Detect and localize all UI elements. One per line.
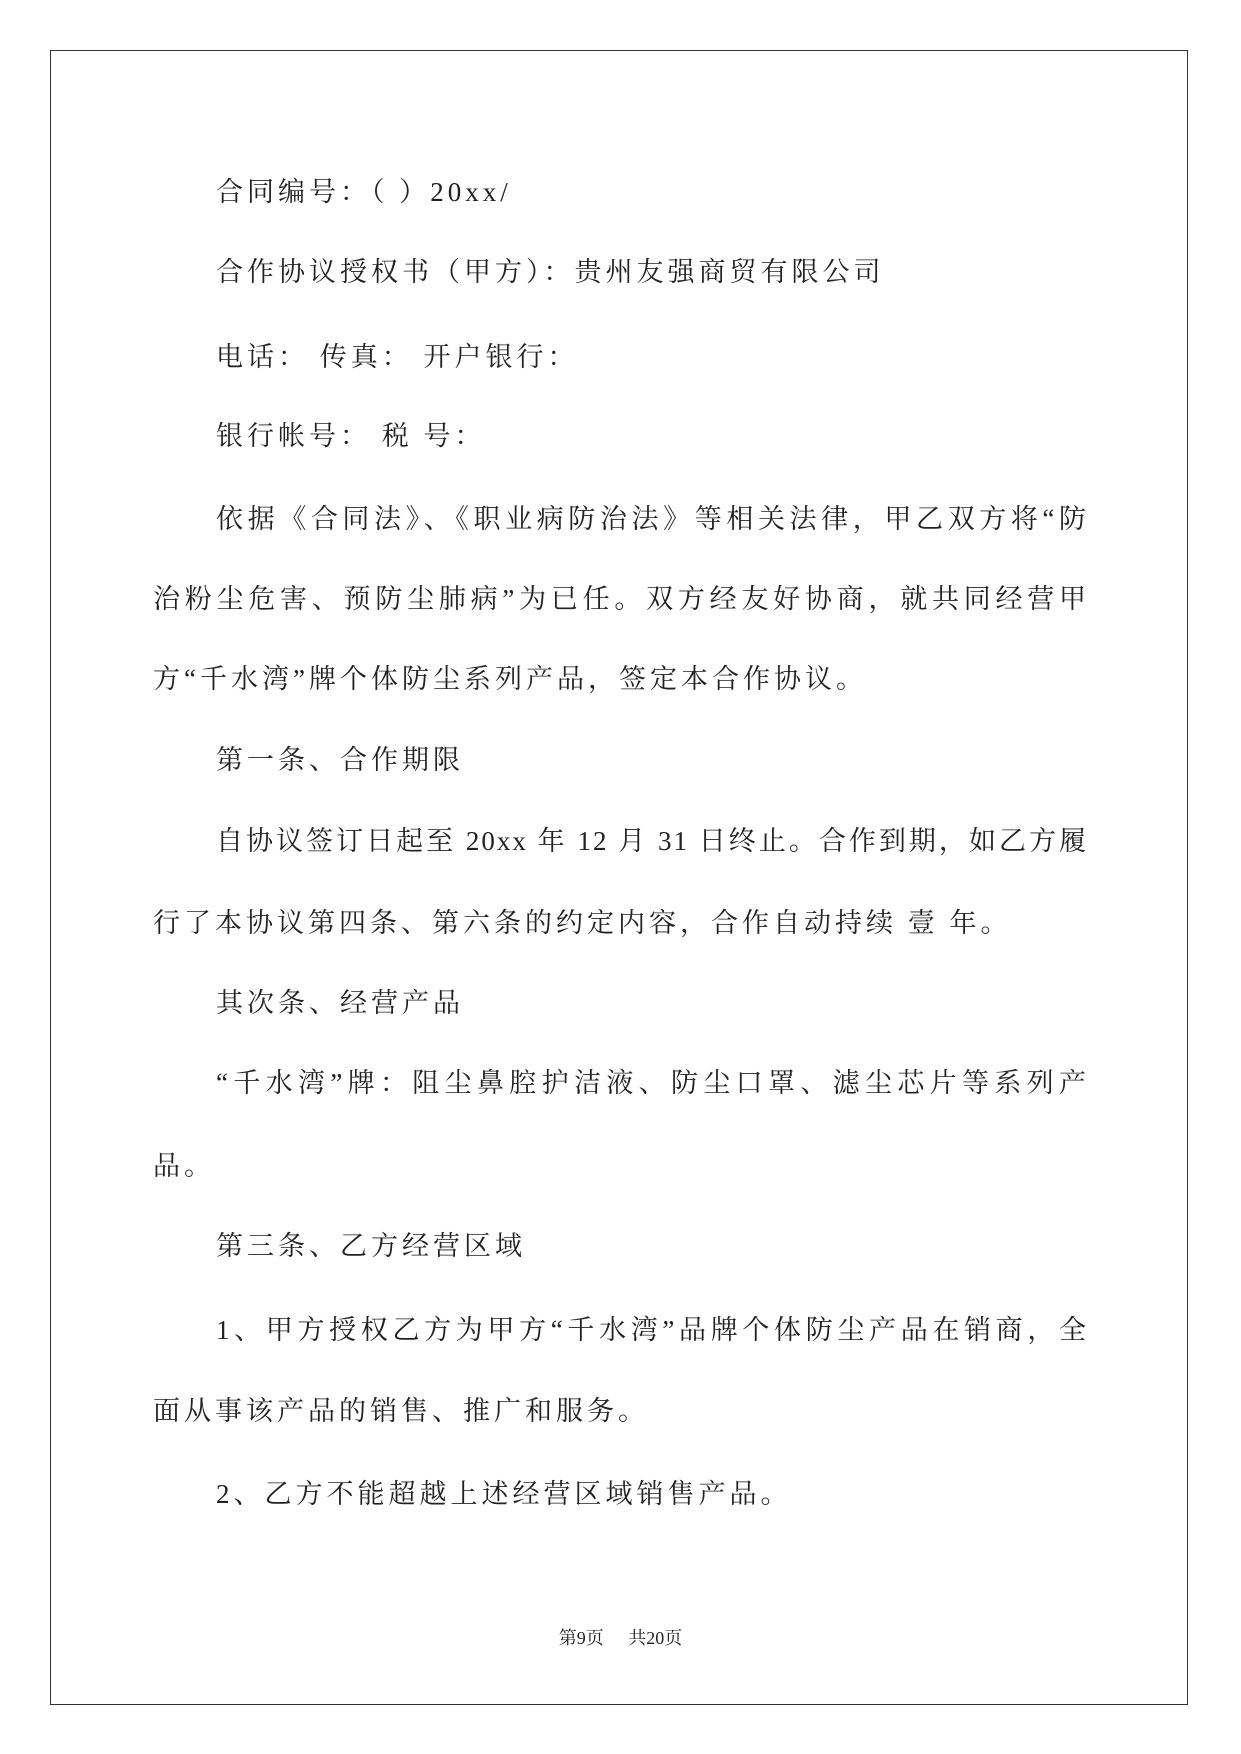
article-heading: 其次条、经营产品 — [216, 988, 464, 1018]
page-footer — [0, 1626, 1241, 1650]
article-line: “千水湾”牌：阻尘鼻腔护洁液、防尘口罩、滤尘芯片等系列产 — [216, 1068, 1088, 1098]
preamble-line: 依据《合同法》、《职业病防治法》等相关法律，甲乙双方将“防 — [216, 504, 1088, 534]
page-total: 共20页 — [628, 1628, 683, 1648]
article-heading: 第三条、乙方经营区域 — [216, 1231, 526, 1261]
article-line: 品。 — [153, 1151, 215, 1181]
page-number: 第9页 — [558, 1628, 604, 1648]
contact-line: 电话： 传真： 开户银行： — [216, 342, 579, 372]
party-a-line: 合作协议授权书（甲方）：贵州友强商贸有限公司 — [216, 257, 885, 287]
article-line: 自协议签订日起至 20xx 年 12 月 31 日终止。合作到期，如乙方履 — [216, 826, 1088, 856]
preamble-line: 方“千水湾”牌个体防尘系列产品，签定本合作协议。 — [153, 664, 867, 694]
article-heading: 第一条、合作期限 — [216, 745, 464, 775]
bank-line: 银行帐号： 税 号： — [216, 421, 486, 451]
preamble-line: 治粉尘危害、预防尘肺病”为已任。双方经友好协商，就共同经营甲 — [153, 584, 1088, 614]
page-border — [50, 50, 1188, 1705]
article-line: 2、乙方不能超越上述经营区域销售产品。 — [216, 1479, 792, 1509]
article-line: 行了本协议第四条、第六条的约定内容，合作自动持续 壹 年。 — [153, 908, 1012, 938]
contract-number: 合同编号：（ ）20xx/ — [216, 177, 512, 207]
article-line: 1、甲方授权乙方为甲方“千水湾”品牌个体防尘产品在销商，全 — [216, 1315, 1088, 1345]
article-line: 面从事该产品的销售、推广和服务。 — [153, 1396, 649, 1426]
